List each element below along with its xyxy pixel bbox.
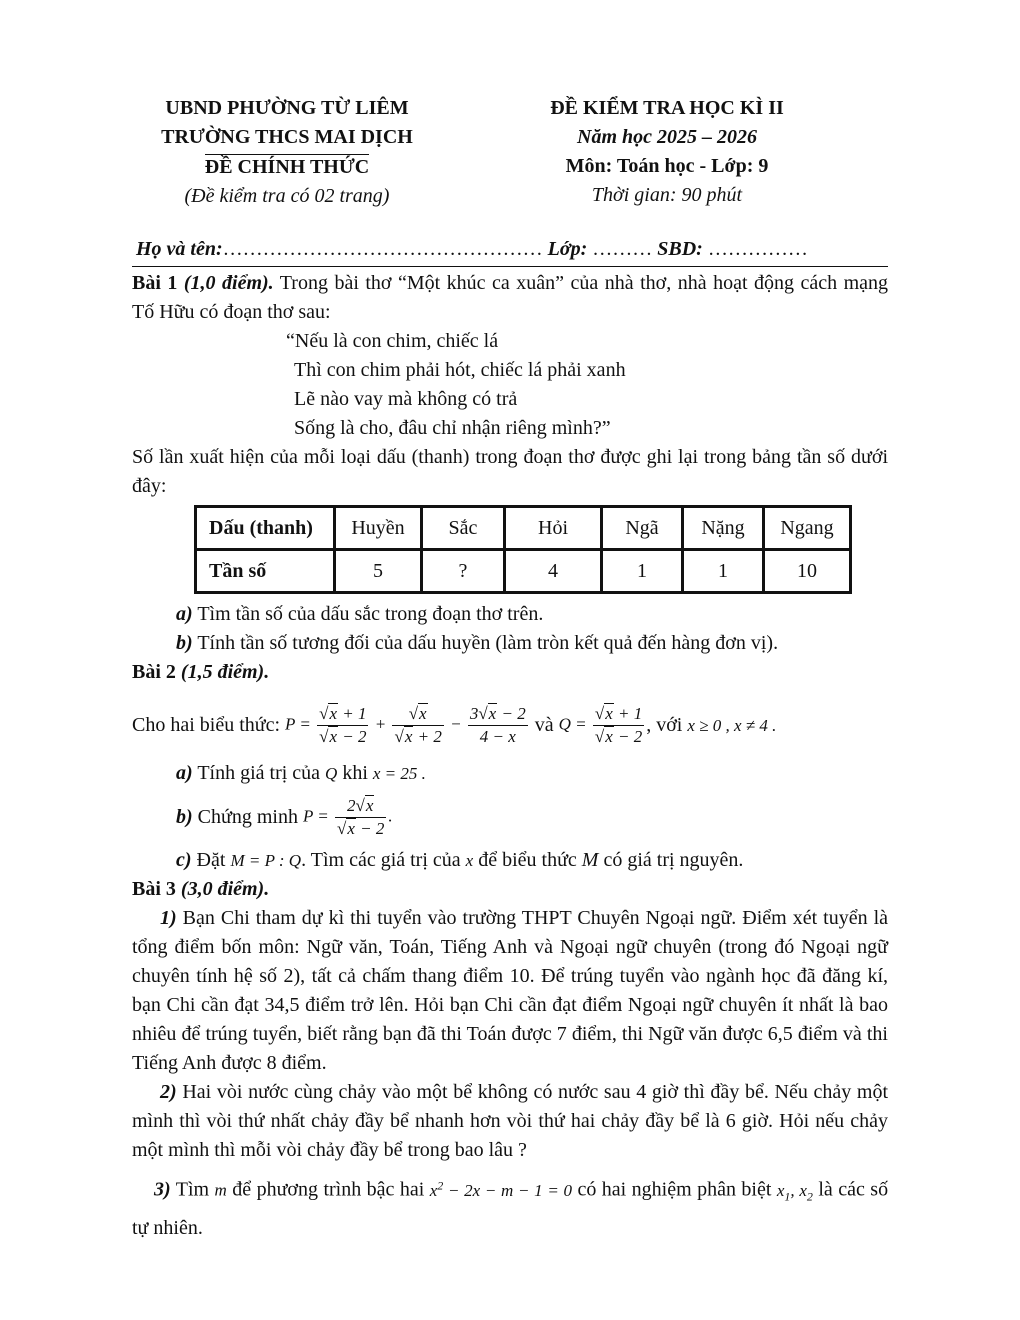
condition: x ≥ 0 , x ≠ 4 . (687, 715, 777, 735)
school-block (132, 94, 442, 211)
table-cell: 1 (602, 550, 683, 593)
sbd-label: SBD: (657, 238, 703, 260)
question-label: b) (176, 805, 193, 828)
bai1-intro (132, 269, 888, 327)
table-cell: Sắc (422, 507, 505, 550)
condition-prefix: , với (646, 713, 683, 736)
roots: $x_1$, $x_2$ (776, 1180, 813, 1204)
bai2-question-a (132, 759, 888, 788)
table-cell: Hỏi (505, 507, 602, 550)
part-text: Hai vòi nước cùng chảy vào một bể không có nước sau 4 giờ thì đầy bể. Nếu chảy một mình thì vòi thứ nhất chảy đầy bể nhanh hơn vòi thứ hai chảy đầy bể là 6 giờ. Hỏi nếu chảy một mình thì mỗi vòi chảy đầy bể trong bao lâu ? (132, 1081, 888, 1161)
bai2-title: Bài 2 (132, 661, 176, 683)
table-cell: 5 (335, 550, 422, 593)
table-cell: Ngã (602, 507, 683, 550)
exam-header (132, 94, 888, 211)
table-cell: 4 (505, 550, 602, 593)
expression-q: Q = $\frac{√x + 1}{√x - 2}$ (558, 703, 643, 746)
question-label: c) (176, 849, 192, 871)
table-cell: Nặng (683, 507, 764, 550)
exam-info-block (502, 94, 832, 211)
poem-line: Thì con chim phải hót, chiếc lá phải xanh (294, 359, 626, 381)
bai3-heading (132, 875, 888, 904)
page-count-note: (Đề kiểm tra có 02 trang) (184, 185, 390, 207)
exam-title: ĐỀ KIỂM TRA HỌC KÌ II (550, 97, 784, 119)
bai1-points: (1,0 điểm). (183, 272, 274, 294)
bai2-question-c (132, 846, 888, 875)
frequency-table (194, 505, 852, 594)
table-cell: 1 (683, 550, 764, 593)
expression-p-simplified: P = $\frac{2√x}{√x - 2}$ . (302, 795, 393, 838)
expression-p: P = $\frac{√x + 1}{√x - 2}$ + $\frac{√x}{√x + 2}$ − $\frac{3√x - 2}{4 - x}$ (285, 703, 526, 746)
table-header-cell: Dấu (thanh) (196, 507, 335, 550)
official-label: ĐỀ CHÍNH THỨC (204, 156, 370, 178)
question-text: Tìm tần số của dấu sắc trong đoạn thơ trên. (197, 603, 544, 625)
value-x: x = 25 . (372, 764, 426, 783)
bai2-heading (132, 658, 888, 687)
class-blank[interactable]: ……… (592, 238, 653, 260)
table-cell: Huyền (335, 507, 422, 550)
name-label: Họ và tên: (136, 238, 223, 260)
poem (132, 327, 888, 443)
question-text: Đặt (196, 849, 226, 871)
table-row (196, 507, 851, 550)
expression-m: M = P : Q (230, 851, 302, 870)
question-text: Chứng minh (197, 805, 298, 828)
ward-name: UBND PHƯỜNG TỪ LIÊM (165, 97, 409, 119)
var-x: x (465, 851, 474, 870)
bai1-after: Số lần xuất hiện của mỗi loại dấu (thanh) trong đoạn thơ được ghi lại trong bảng tần số dưới đây: (132, 446, 888, 497)
bai2-intro: Cho hai biểu thức: (132, 713, 281, 736)
table-cell: ? (422, 550, 505, 593)
question-text: có giá trị nguyên. (603, 849, 744, 871)
question-label: b) (176, 632, 193, 654)
bai2-question-b (132, 788, 888, 846)
student-info-line (132, 235, 888, 267)
part-label: 1) (160, 907, 177, 929)
bai1-question-a (132, 600, 888, 629)
bai3-points: (3,0 điểm). (180, 878, 270, 900)
bai1-title: Bài 1 (132, 272, 178, 294)
var-q: Q (325, 764, 338, 783)
school-name: TRƯỜNG THCS MAI DỊCH (161, 126, 413, 148)
question-text: khi (342, 762, 368, 784)
sbd-blank[interactable]: …………… (707, 238, 808, 260)
poem-line: Lẽ nào vay mà không có trả (294, 388, 518, 410)
subject-grade: Môn: Toán học - Lớp: 9 (565, 155, 769, 177)
bai1-intro-text: Trong bài thơ “Một khúc ca xuân” của nhà thơ, nhà hoạt động cách mạng Tố Hữu có đoạn thơ sau: (132, 272, 889, 323)
table-header-cell: Tần số (196, 550, 335, 593)
school-year: Năm học 2025 – 2026 (577, 126, 757, 148)
bai2-expressions (132, 693, 888, 757)
table-cell: 10 (764, 550, 851, 593)
duration: Thời gian: 90 phút (591, 184, 743, 206)
name-blank[interactable]: ………………………………………… (222, 238, 543, 260)
part-label: 2) (160, 1081, 177, 1103)
question-text: để biểu thức (478, 849, 577, 871)
var-m: m (214, 1180, 227, 1200)
poem-line: Sống là cho, đâu chỉ nhận riêng mình?” (294, 417, 611, 439)
bai2-points: (1,5 điểm). (180, 661, 270, 683)
table-row (196, 550, 851, 593)
poem-line: “Nếu là con chim, chiếc lá (286, 330, 499, 352)
part-text: có hai nghiệm phân biệt (577, 1178, 772, 1201)
part-text: là các số tự nhiên. (132, 1178, 889, 1240)
part-text: Bạn Chi tham dự kì thi tuyển vào trường THPT Chuyên Ngoại ngữ. Điểm xét tuyển là tổng điểm bốn môn: Ngữ văn, Toán, Tiếng Anh và Ngoại ngữ chuyên (trong đó Ngoại ngữ chuyên tính hệ số 2), tất cả chấm thang điểm 10. Để trúng tuyển vào ngành học đã đăng kí, bạn Chi cần đạt 34,5 điểm trở lên. Hỏi bạn Chi cần đạt điểm Ngoại ngữ chuyên ít nhất là bao nhiêu để trúng tuyển, biết rằng bạn đã thi Toán được 7 điểm, thi Ngữ văn được 6,5 điểm và thi Tiếng Anh được 8 điểm. (132, 907, 888, 1074)
part-label: 3) (154, 1178, 171, 1201)
question-text: . Tìm các giá trị của (301, 849, 461, 871)
part-text: để phương trình bậc hai (232, 1178, 425, 1201)
part-text: Tìm (175, 1178, 210, 1201)
bai3-part1 (132, 904, 888, 1078)
bai3-title: Bài 3 (132, 878, 176, 900)
quadratic-equation: $x^2 - 2x - m - 1 = 0$ (429, 1178, 573, 1200)
question-text: Tính tần số tương đối của dấu huyền (làm tròn kết quả đến hàng đơn vị). (197, 632, 779, 654)
table-cell: Ngang (764, 507, 851, 550)
bai3-part3 (132, 1169, 888, 1244)
bai3-part2 (132, 1078, 888, 1165)
class-label: Lớp: (547, 238, 588, 260)
question-label: a) (176, 603, 193, 625)
exam-page (132, 94, 888, 1244)
var-m: M (581, 849, 599, 871)
bai1-question-b (132, 629, 888, 658)
question-label: a) (176, 762, 193, 784)
and-word: và (534, 713, 554, 736)
question-text: Tính giá trị của (197, 762, 321, 784)
